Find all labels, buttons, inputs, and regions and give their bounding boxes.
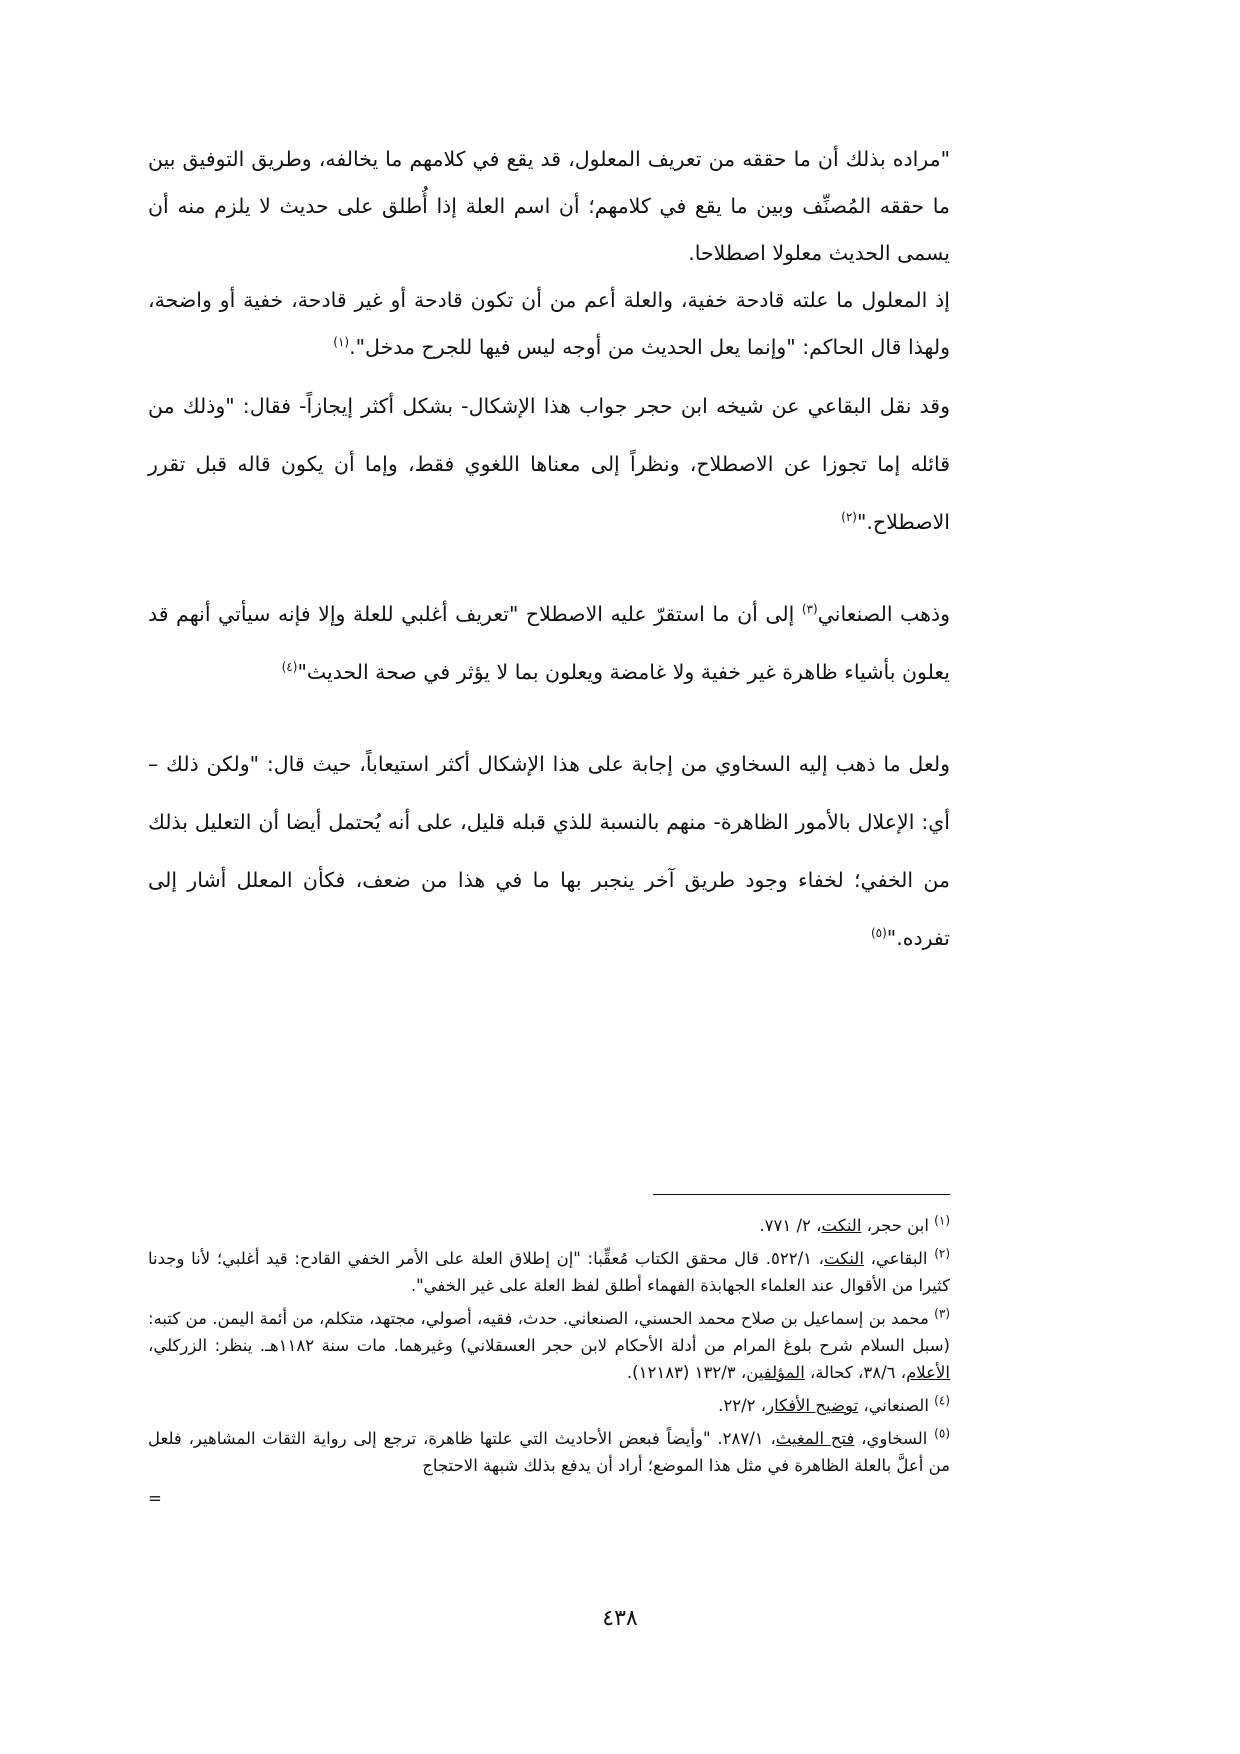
footnote-3: $^{(٣)}$ محمد بن إسماعيل بن صلاح محمد الحسني، الصنعاني. حدث، فقيه، أصولي، مجتهد، متكلم، من أئمة اليمن. من كتبه: (سبل السلام شرح بلوغ المرام من أدلة الأحكام لابن حجر العسقلاني) وغيرهما. مات سنة ١١٨٢هـ. ينظر: الزركلي، الأعلام، ٣٨/٦، كحالة، المؤلفين، ١٣٢/٣ (١٢١٨٣). xyxy=(148,1306,950,1382)
footnote-separator xyxy=(653,1194,950,1195)
paragraph-sakhawi: ولعل ما ذهب إليه السخاوي من إجابة على هذا الإشكال أكثر استيعاباً، حيث قال: "ولكن ذلك – أي: الإعلال بالأمور الظاهرة- منهم بالنسبة للذي قبله قليل، على أنه يُحتمل أيضا أن التعليل بذلك من الخفي؛ لخفاء وجود طريق آخر ينجبر بها ما في هذا من ضعف، فكأن المعلل أشار إلى تفرده."$^{(٥)}$ xyxy=(148,752,950,950)
footnote-ref[interactable]: (٤) xyxy=(281,660,298,675)
paragraph-sanani: وذهب الصنعاني$^{(٣)}$ إلى أن ما استقرّ عليه الاصطلاح "تعريف أغلبي للعلة وإلا فإنه سيأتي أنهم قد يعلون بأشياء ظاهرة غير خفية ولا غامضة ويعلون بما لا يؤثر في صحة الحديث"$^{(٤)}$ xyxy=(148,602,950,684)
footnote-ref[interactable]: (١) xyxy=(333,335,350,350)
footnote-4: $^{(٤)}$ الصنعاني، توضيح الأفكار، ٢٢/٢. xyxy=(718,1393,950,1415)
footnotes xyxy=(148,1212,950,1518)
footnote-ref[interactable]: (٢) xyxy=(841,510,857,525)
footnote-continuation-mark: = xyxy=(148,1489,162,1508)
footnote-ref[interactable]: (٥) xyxy=(870,926,887,941)
paragraph-biqai: وقد نقل البقاعي عن شيخه ابن حجر جواب هذا الإشكال- بشكل أكثر إيجازاً- فقال: "وذلك من قائله إما تجوزا عن الاصطلاح، ونظراً إلى معناها اللغوي فقط، وإما أن يكون قاله قبل تقرر الاصطلاح."$^{(٢)}$ xyxy=(148,394,950,534)
quote-paragraph-1: "مراده بذلك أن ما حققه من تعريف المعلول، قد يقع في كلامهم ما يخالفه، وطريق التوفيق بين ما حققه المُصنِّف وبين ما يقع في كلامهم؛ أن اسم العلة إذا أُطلق على حديث لا يلزم منه أن يسمى الحديث معلولا اصطلاحا. xyxy=(148,147,950,265)
main-text xyxy=(148,136,950,967)
footnote-2: $^{(٢)}$ البقاعي، النكت، ٥٢٢/١. قال محقق الكتاب مُعقِّبا: "إن إطلاق العلة على الأمر الخفي القادح: قيد أغلبي؛ لأنا وجدنا كثيرا من الأقوال عند العلماء الجهابذة الفهماء أطلق لفظ العلة على غير الخفي". xyxy=(148,1246,951,1295)
footnote-5: $^{(٥)}$ السخاوي، فتح المغيث، ٢٨٧/١. "وأيضاً فبعض الأحاديث التي علتها ظاهرة، ترجع إلى رواية الثقات المشاهير، فلعل من أعلَّ بالعلة الظاهرة في مثل هذا الموضع؛ أراد أن يدفع بذلك شبهة الاحتجاج xyxy=(148,1426,950,1475)
footnote-1: $^{(١)}$ ابن حجر، النكت، ٢/ ٧٧١. xyxy=(759,1213,950,1235)
quote-paragraph-2: إذ المعلول ما علته قادحة خفية، والعلة أعم من أن تكون قادحة أو غير قادحة، خفية أو واضحة، ولهذا قال الحاكم: "وإنما يعل الحديث من أوجه ليس فيها للجرح مدخل".$^{(١)}$ xyxy=(148,288,950,359)
footnote-ref[interactable]: (٣) xyxy=(801,602,818,617)
page-number: ٤٣٨ xyxy=(602,1606,638,1631)
